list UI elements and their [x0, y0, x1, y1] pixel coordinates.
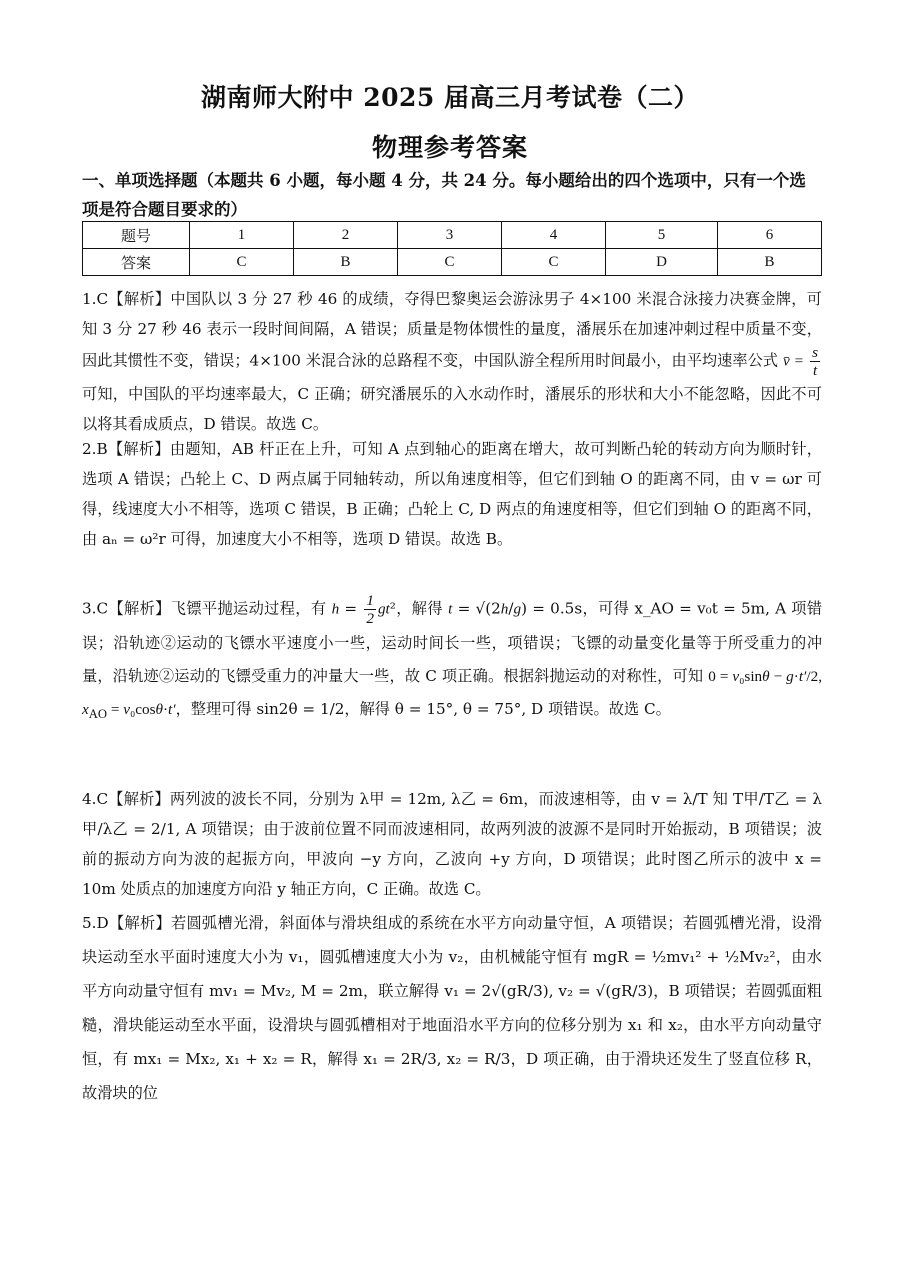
explanation-lead: 1.C【解析】 — [82, 290, 171, 308]
section-heading: 一、单项选择题（本题共 6 小题，每小题 4 分，共 24 分。每小题给出的四个选项中，只有一个选项是符合题目要求的） — [82, 171, 806, 219]
table-cell: 4 — [502, 222, 606, 249]
formula-fraction: $\frac{s}{t}$ — [812, 344, 819, 379]
table-cell: B — [717, 249, 821, 276]
table-row — [83, 249, 822, 276]
table-cell: C — [398, 249, 502, 276]
row-label-number: 题号 — [83, 222, 190, 249]
explanation-text: 可知，中国队的平均速率最大，C 正确；研究潘展乐的入水动作时，潘展乐的形状和大小不能忽略，因此不可以将其看成质点，D 错误。故选 C。 — [82, 385, 822, 433]
explanation-text: 中国队以 3 分 27 秒 46 的成绩，夺得巴黎奥运会游泳男子 4×100 米混合泳接力决赛金牌，可知 3 分 27 秒 46 表示一段时间间隔，A 错误；质量是物体惯性的量度，潘展乐在加速冲刺过程中质量不变，因此其惯性不变，错误；4×100 米混合泳的总路程不变，中国队游全程所用时间最小，由平均速率公式 — [82, 290, 822, 370]
table-cell: D — [606, 249, 718, 276]
table-cell: 2 — [294, 222, 398, 249]
table-cell: 3 — [398, 222, 502, 249]
explanation-q5: 5.D【解析】若圆弧槽光滑，斜面体与滑块组成的系统在水平方向动量守恒，A 项错误；若圆弧槽光滑，设滑块运动至水平面时速度大小为 v₁，圆弧槽速度大小为 v₂，由机械能守恒有 mgR = ½mv₁² + ½Mv₂²，由水平方向动量守恒有 mv₁ = Mv₂, M = 2m，联立解得 v₁ = 2√(gR/3), v₂ = √(gR/3)，B 项错误；若圆弧面粗糙，滑块能运动至水平面，设滑块与圆弧槽相对于地面沿水平方向的位移分别为 x₁ 和 x₂，由水平方向动量守恒，有 mx₁ = Mx₂, x₁ + x₂ = R，解得 x₁ = 2R/3, x₂ = R/3，D 项正确，由于滑块还发生了竖直位移 R，故滑块的位 — [82, 914, 822, 1102]
row-label-answer: 答案 — [83, 249, 190, 276]
explanation-text: ，整理可得 sin2θ = 1/2，解得 θ = 15°, θ = 75°, D 项错误。故选 C。 — [175, 700, 671, 718]
page-subtitle: 物理参考答案 — [371, 133, 528, 162]
explanation-lead: 3.C【解析】 — [82, 599, 171, 618]
table-cell: B — [294, 249, 398, 276]
explanation-q3: 3.C【解析】飞镖平抛运动过程，有 h = $\frac{1}{2}$ gt²，解得 t = √(2h/g) = 0.5s，可得 x_AO = v₀t = 5m, A 项错误；沿轨迹②运动的飞镖水平速度小一些，运动时间长一些，项错误；飞镖的动量变化量等于所受重力的冲量，沿轨迹②运动的飞镖受重力的冲量大一些，故 C 项正确。根据斜抛运动的对称性，可知 0 = v₀sinθ − g·t′/2, $x_{AO} = v_0\cos\theta\cdot t'$，整理可得 sin2θ = 1/2，解得 θ = 15°, θ = 75°, D 项错误。故选 C。 — [82, 592, 823, 722]
explanation-q4: 4.C【解析】两列波的波长不同，分别为 λ甲 = 12m, λ乙 = 6m，而波速相等，由 v = λ/T 知 T甲/T乙 = λ甲/λ乙 = 2/1, A 项错误；由于波前位置不同而波速相同，故两列波的波源不是同时开始振动，B 项错误；波前的振动方向为波的起振方向，甲波向 −y 方向，乙波向 +y 方向，D 项错误；此时图乙所示的波中 x = 10m 处质点的加速度方向沿 y 轴正方向，C 正确。故选 C。 — [82, 790, 822, 898]
table-cell: 1 — [190, 222, 294, 249]
answer-table — [82, 221, 822, 276]
table-cell: 6 — [717, 222, 821, 249]
formula-fraction: $\frac{1}{2}$ — [366, 592, 374, 627]
explanation-q1: 1.C【解析】中国队以 3 分 27 秒 46 的成绩，夺得巴黎奥运会游泳男子 4×100 米混合泳接力决赛金牌，可知 3 分 27 秒 46 表示一段时间间隔，A 错误；质量是物体惯性的量度，潘展乐在加速冲刺过程中质量不变，因此其惯性不变，错误；4×100 米混合泳的总路程不变，中国队游全程所用时间最小，由平均速率公式 v̄ = $\frac{s}{t}$ 可知，中国队的平均速率最大，C 正确；研究潘展乐的入水动作时，潘展乐的形状和大小不能忽略，因此不可以将其看成质点，D 错误。故选 C。 — [82, 290, 822, 433]
explanation-text: 飞镖平抛运动过程，有 — [170, 599, 327, 618]
page-title: 湖南师大附中 2025 届高三月考试卷（二） — [201, 83, 699, 112]
table-row — [83, 222, 822, 249]
explanation-q2: 2.B【解析】由题知，AB 杆正在上升，可知 A 点到轴心的距离在增大，故可判断凸轮的转动方向为顺时针，选项 A 错误；凸轮上 C、D 两点属于同轴转动，所以角速度相等，但它们到轴 O 的距离不同，由 v = ωr 可得，线速度大小不相等，选项 C 错误，B 正确；凸轮上 C, D 两点的角速度相等，但它们到轴 O 的距离不同，由 aₙ = ω²r 可得，加速度大小不相等，选项 D 错误。故选 B。 — [82, 440, 822, 548]
explanation-text: ，可得 x_AO = v₀t = 5m, A 项错误；沿轨迹②运动的飞镖水平速度小一些，运动时间长一些，项错误；飞镖的动量变化量等于所受重力的冲量，沿轨迹②运动的飞镖受重力的冲量大一些，故 C 项正确。根据斜抛运动的对称性，可知 — [82, 599, 823, 685]
explanation-text: ，解得 — [395, 599, 443, 618]
table-cell: C — [190, 249, 294, 276]
table-cell: C — [502, 249, 606, 276]
table-cell: 5 — [606, 222, 718, 249]
